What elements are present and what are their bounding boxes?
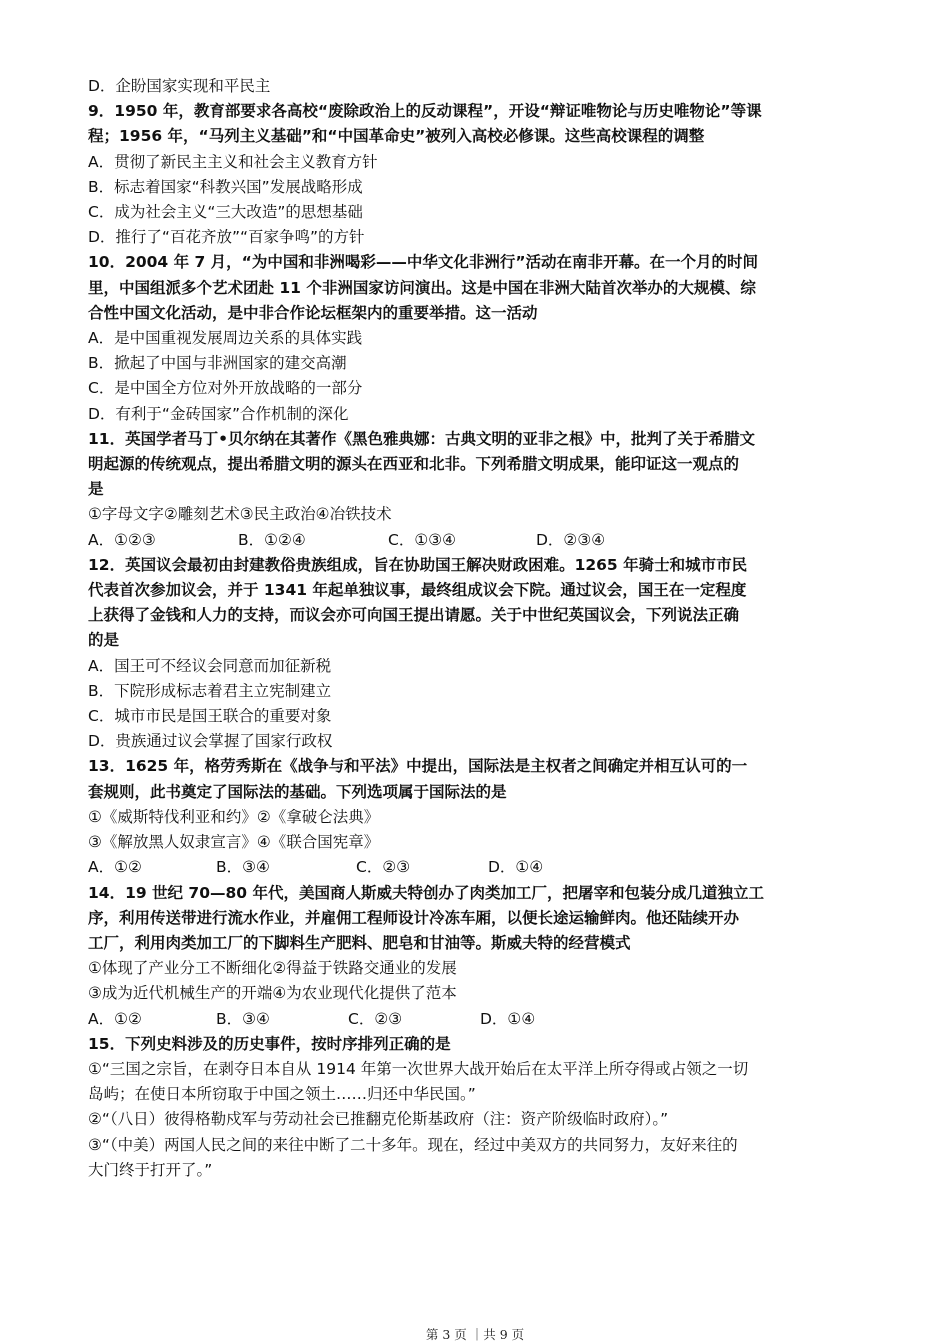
option-b: B．掀起了中国与非洲国家的建交高潮	[88, 354, 347, 373]
question-10	[88, 250, 868, 426]
choice-d: D．①④	[480, 1009, 536, 1028]
choices-row	[88, 528, 868, 553]
choice-d: D．②③④	[536, 530, 606, 549]
question-stem: 序，利用传送带进行流水作业，并雇佣工程师设计冷冻车厢，以便长途运输鲜肉。他还陆续开办	[88, 908, 740, 927]
choice-b: B．①②④	[238, 530, 306, 549]
option-b: B．下院形成标志着君主立宪制建立	[88, 681, 332, 700]
source-text: ①“三国之宗旨，在剥夺日本自从 1914 年第一次世界大战开始后在太平洋上所夺得或占领之一切	[88, 1059, 749, 1078]
question-stem: 11．英国学者马丁•贝尔纳在其著作《黑色雅典娜：古典文明的亚非之根》中，批判了关于希腊文	[88, 429, 755, 448]
source-text: 岛屿；在使日本所窃取于中国之领土……归还中华民国。”	[88, 1085, 476, 1104]
choice-c: C．②③	[348, 1009, 403, 1028]
source-text: ③“（中美）两国人民之间的来往中断了二十多年。现在，经过中美双方的共同努力，友好来往的	[88, 1135, 738, 1154]
option-c: C．城市市民是国王联合的重要对象	[88, 707, 332, 726]
question-stem: 15．下列史料涉及的历史事件，按时序排列正确的是	[88, 1034, 451, 1053]
option-d: D．有利于“金砖国家”合作机制的深化	[88, 404, 349, 423]
option-b: B．标志着国家“科教兴国”发展战略形成	[88, 177, 363, 196]
question-items: ①《威斯特伐利亚和约》②《拿破仑法典》	[88, 807, 380, 826]
question-stem: 合性中国文化活动，是中非合作论坛框架内的重要举措。这一活动	[88, 303, 538, 322]
question-9	[88, 99, 868, 250]
page-footer: 第 3 页 ｜共 9 页	[425, 1327, 525, 1342]
choice-a: A．①②	[88, 858, 142, 877]
question-stem: 是	[88, 480, 104, 499]
option-d: D．贵族通过议会掌握了国家行政权	[88, 732, 333, 751]
question-stem: 代表首次参加议会，并于 1341 年起单独议事，最终组成议会下院。通过议会，国王在一定程度	[88, 581, 747, 600]
option-d: D．推行了“百花齐放”“百家争鸣”的方针	[88, 228, 365, 247]
question-stem: 14．19 世纪 70—80 年代，美国商人斯威夫特创办了肉类加工厂，把屠宰和包装分成几道独立工	[88, 883, 764, 902]
question-stem: 明起源的传统观点，提出希腊文明的源头在西亚和北非。下列希腊文明成果，能印证这一观点的	[88, 455, 740, 474]
question-stem: 10．2004 年 7 月，“为中国和非洲喝彩——中华文化非洲行”活动在南非开幕。在一个月的时间	[88, 253, 759, 272]
choice-c: C．②③	[356, 858, 411, 877]
question-stem: 的是	[88, 631, 120, 650]
option-c: C．成为社会主义“三大改造”的思想基础	[88, 203, 363, 222]
choice-a: A．①②	[88, 1009, 142, 1028]
question-stem: 13．1625 年，格劳秀斯在《战争与和平法》中提出，国际法是主权者之间确定并相互认可的一	[88, 757, 748, 776]
source-text: 大门终于打开了。”	[88, 1160, 213, 1179]
choice-c: C．①③④	[388, 530, 457, 549]
question-stem: 程；1956 年，“马列主义基础”和“中国革命史”被列入高校必修课。这些高校课程的调整	[88, 127, 705, 146]
question-stem: 12．英国议会最初由封建教俗贵族组成，旨在协助国王解决财政困难。1265 年骑士和城市市民	[88, 555, 748, 574]
choice-d: D．①④	[488, 858, 544, 877]
question-stem: 9．1950 年，教育部要求各高校“废除政治上的反动课程”，开设“辩证唯物论与历史唯物论”等课	[88, 102, 762, 121]
exam-page-content	[88, 74, 868, 1183]
prev-option-d: D．企盼国家实现和平民主	[88, 77, 271, 95]
choice-b: B．③④	[216, 858, 270, 877]
choices-row	[88, 855, 868, 880]
question-12	[88, 553, 868, 755]
question-11	[88, 427, 868, 553]
option-a: A．是中国重视发展周边关系的具体实践	[88, 329, 363, 348]
choice-a: A．①②③	[88, 530, 156, 549]
question-stem: 工厂，利用肉类加工厂的下脚料生产肥料、肥皂和甘油等。斯威夫特的经营模式	[88, 933, 631, 952]
choice-b: B．③④	[216, 1009, 270, 1028]
option-a: A．国王可不经议会同意而加征新税	[88, 656, 332, 675]
question-stem: 里，中国组派多个艺术团赴 11 个非洲国家访问演出。这是中国在非洲大陆首次举办的大规模、综	[88, 278, 756, 297]
question-stem: 套规则，此书奠定了国际法的基础。下列选项属于国际法的是	[88, 782, 507, 801]
question-13	[88, 754, 868, 880]
option-a: A．贯彻了新民主主义和社会主义教育方针	[88, 152, 378, 171]
question-items: ①字母文字②雕刻艺术③民主政治④冶铁技术	[88, 505, 392, 524]
source-text: ②“（八日）彼得格勒戍军与劳动社会已推翻克伦斯基政府（注：资产阶级临时政府）。”	[88, 1110, 669, 1129]
question-stem: 上获得了金钱和人力的支持，而议会亦可向国王提出请愿。关于中世纪英国议会，下列说法正确	[88, 606, 740, 625]
question-items: ③《解放黑人奴隶宣言》④《联合国宪章》	[88, 833, 380, 852]
choices-row	[88, 1007, 868, 1032]
question-items: ③成为近代机械生产的开端④为农业现代化提供了范本	[88, 984, 457, 1003]
question-items: ①体现了产业分工不断细化②得益于铁路交通业的发展	[88, 959, 457, 978]
option-c: C．是中国全方位对外开放战略的一部分	[88, 379, 363, 398]
question-15	[88, 1032, 868, 1183]
question-14	[88, 881, 868, 1032]
